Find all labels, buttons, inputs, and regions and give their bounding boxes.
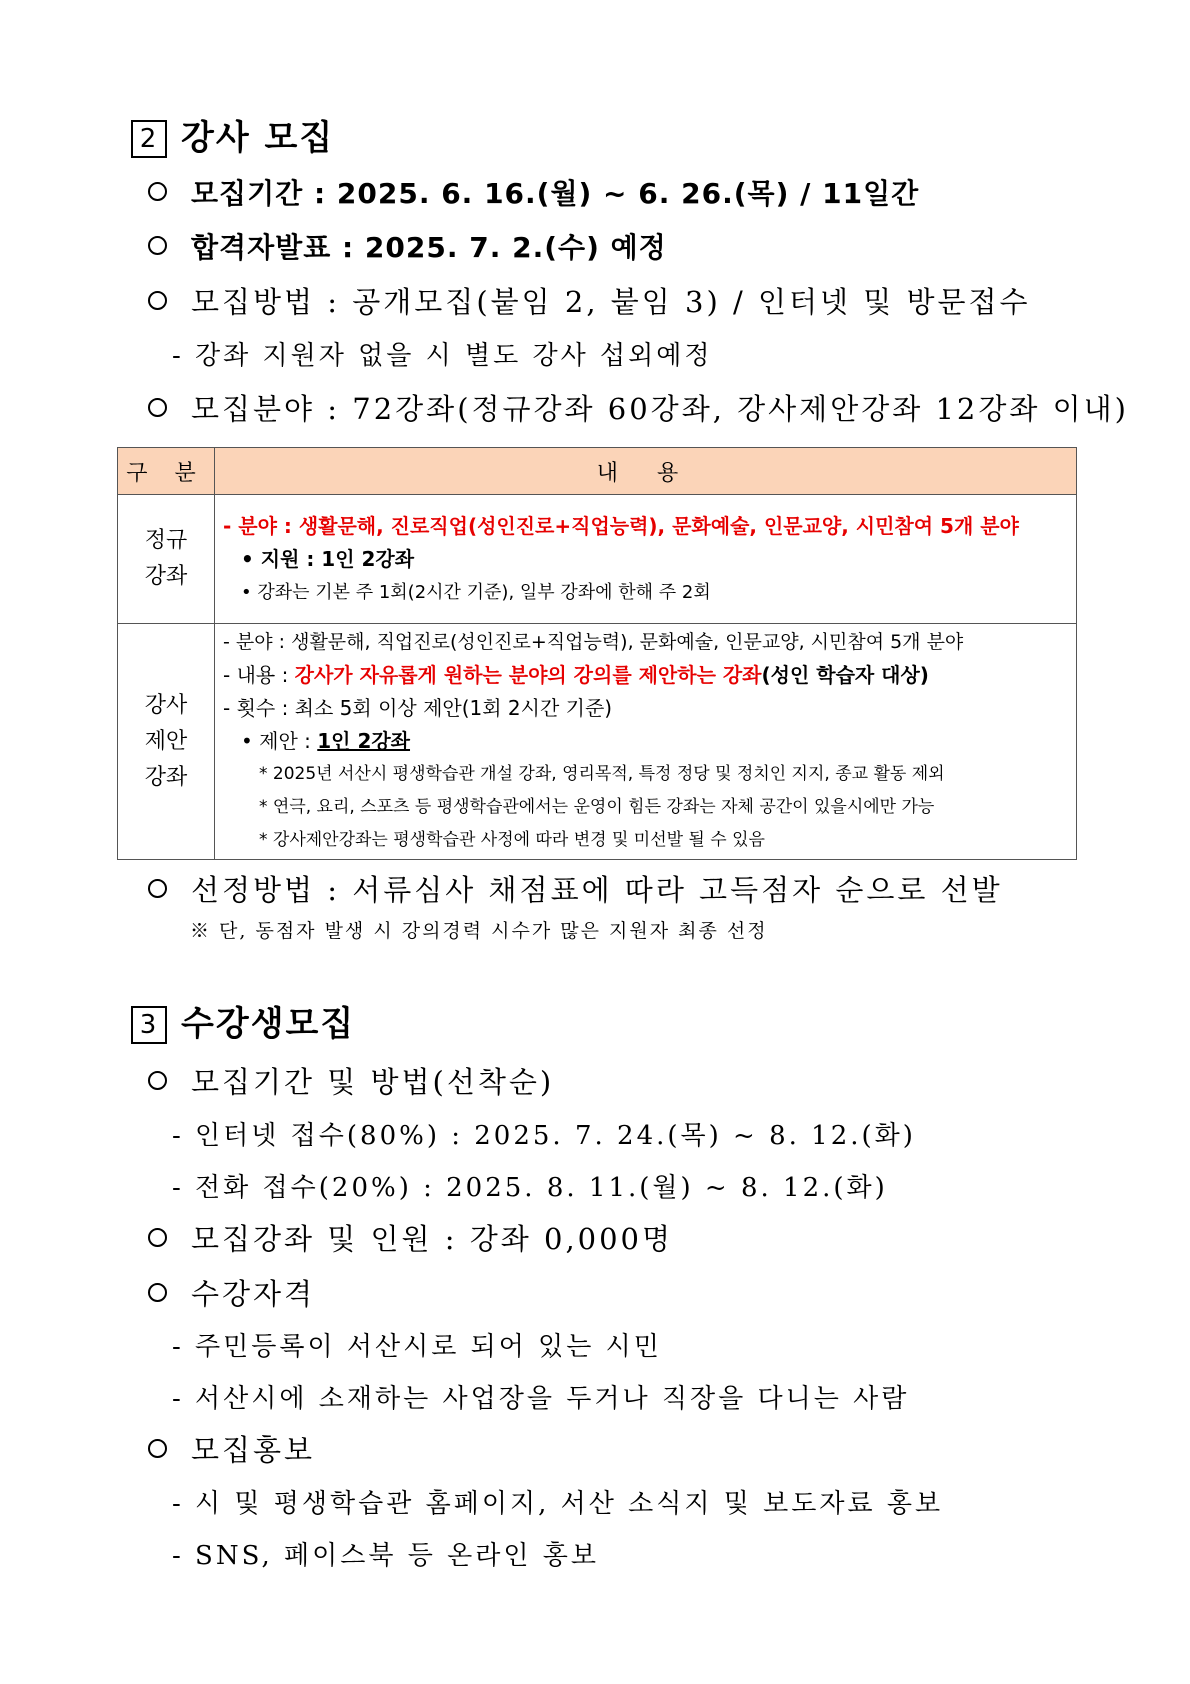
circle-bullet-icon bbox=[148, 236, 167, 255]
eligibility-item-2: - 서산시에 소재하는 사업장을 두거나 직장을 다니는 사람 bbox=[172, 1384, 910, 1414]
circle-bullet-icon bbox=[148, 1439, 167, 1458]
recruit-fields: 모집분야 : 72강좌(정규강좌 60강좌, 강사제안강좌 12강좌 이내) bbox=[148, 387, 1129, 428]
circle-bullet-icon bbox=[148, 398, 167, 417]
announcement-date: 합격자발표 : 2025. 7. 2.(수) 예정 bbox=[148, 226, 667, 266]
table-header-category: 구 분 bbox=[118, 448, 215, 495]
internet-registration: - 인터넷 접수(80%) : 2025. 7. 24.(목) ~ 8. 12.(화) bbox=[172, 1121, 916, 1151]
circle-bullet-icon bbox=[148, 1228, 167, 1247]
promotion-item-2: - SNS, 페이스북 등 온라인 홍보 bbox=[172, 1541, 599, 1571]
circle-bullet-icon bbox=[148, 1071, 167, 1090]
content-proposal: - 분야 : 생활문해, 직업진로(성인진로+직업능력), 문화예술, 인문교양, 시민참여 5개 분야 - 내용 : 강사가 자유롭게 원하는 분야의 강의를 제안하는 강좌(성인 학습자 대상) - 횟수 : 최소 5회 이상 제안(1회 2시간 기준) • 제안 : 1인 2강좌 * 2025년 서산시 평생학습관 개설 강좌, 영리목적, 특정 정당 및 정치인 지지, 종교 활동 제외 * 연극, 요리, 스포츠 등 평생학습관에서는 운영이 힘든 강좌는 자체 공간이 있을시에만 가능 * 강사제안강좌는 평생학습관 사정에 따라 변경 및 미선발 될 수 있음 bbox=[215, 624, 1077, 860]
recruit-method: 모집방법 : 공개모집(붙임 2, 붙임 3) / 인터넷 및 방문접수 bbox=[148, 280, 1031, 321]
category-proposal: 강사 제안 강좌 bbox=[118, 624, 215, 860]
recruit-field-table bbox=[117, 447, 1077, 860]
eligibility-item-1: - 주민등록이 서산시로 되어 있는 시민 bbox=[172, 1332, 662, 1362]
circle-bullet-icon bbox=[148, 879, 167, 898]
eligibility: 수강자격 bbox=[148, 1272, 315, 1313]
category-regular: 정규 강좌 bbox=[118, 495, 215, 624]
section2-heading bbox=[131, 110, 334, 159]
promotion: 모집홍보 bbox=[148, 1428, 315, 1469]
student-period-method: 모집기간 및 방법(선착순) bbox=[148, 1060, 554, 1101]
section2-title: 강사 모집 bbox=[181, 118, 335, 158]
selection-method: 선정방법 : 서류심사 채점표에 따라 고득점자 순으로 선발 bbox=[148, 868, 1003, 909]
section-number-box: 2 bbox=[131, 120, 167, 158]
section-number-box: 3 bbox=[131, 1006, 167, 1044]
selection-note: ※ 단, 동점자 발생 시 강의경력 시수가 많은 지원자 최종 선정 bbox=[190, 920, 768, 942]
phone-registration: - 전화 접수(20%) : 2025. 8. 11.(월) ~ 8. 12.(화) bbox=[172, 1173, 888, 1203]
recruit-period: 모집기간 : 2025. 6. 16.(월) ~ 6. 26.(목) / 11일간 bbox=[148, 172, 919, 212]
table-header-content: 내 용 bbox=[215, 448, 1077, 495]
course-count: 모집강좌 및 인원 : 강좌 0,000명 bbox=[148, 1217, 673, 1258]
content-regular: - 분야 : 생활문해, 진로직업(성인진로+직업능력), 문화예술, 인문교양, 시민참여 5개 분야 • 지원 : 1인 2강좌 • 강좌는 기본 주 1회(2시간 기준), 일부 강좌에 한해 주 2회 bbox=[215, 495, 1077, 624]
recruit-method-note: - 강좌 지원자 없을 시 별도 강사 섭외예정 bbox=[172, 341, 713, 371]
circle-bullet-icon bbox=[148, 1283, 167, 1302]
section3-heading bbox=[131, 996, 355, 1045]
circle-bullet-icon bbox=[148, 291, 167, 310]
circle-bullet-icon bbox=[148, 182, 167, 201]
table-row-regular bbox=[118, 495, 1077, 624]
promotion-item-1: - 시 및 평생학습관 홈페이지, 서산 소식지 및 보도자료 홍보 bbox=[172, 1489, 944, 1519]
table-row-proposal bbox=[118, 624, 1077, 860]
section3-title: 수강생모집 bbox=[181, 1004, 356, 1044]
